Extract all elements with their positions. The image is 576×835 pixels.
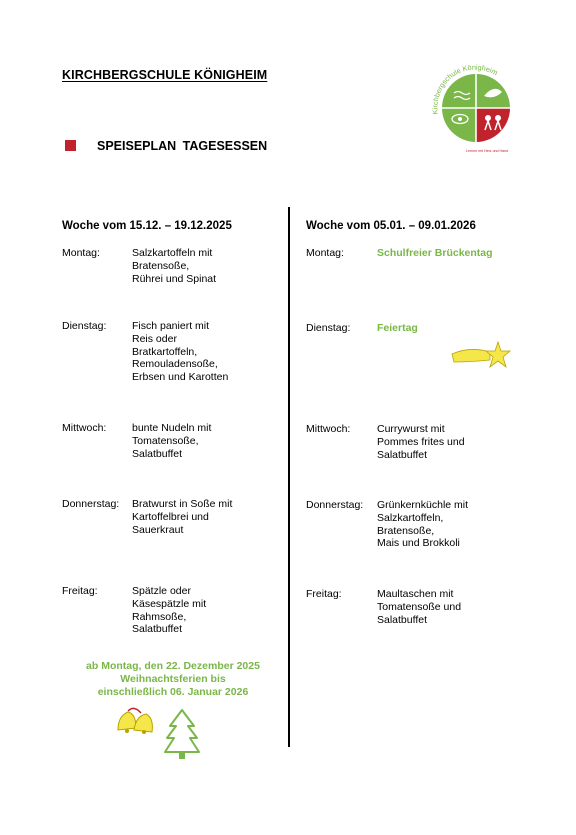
- week-2-day-monday: Montag:: [306, 247, 344, 259]
- school-name: KIRCHBERGSCHULE KÖNIGHEIM: [62, 68, 268, 82]
- week-1-day-tuesday: Dienstag:: [62, 320, 107, 332]
- week-1-meal-friday: Spätzle oder Käsespätzle mit Rahmsoße, Salatbuffet: [132, 585, 207, 636]
- week-2-day-thursday: Donnerstag:: [306, 499, 364, 511]
- week-1-day-thursday: Donnerstag:: [62, 498, 120, 510]
- week-1-meal-tuesday: Fisch paniert mit Reis oder Bratkartoffeln, Remouladensoße, Erbsen und Karotten: [132, 320, 229, 384]
- logo-arc-text: Kirchbergschule Königheim: [430, 62, 500, 115]
- bells-icon: [114, 704, 156, 738]
- week-2-meal-friday: Maultaschen mit Tomatensoße und Salatbuffet: [377, 588, 462, 626]
- week-1-meal-wednesday: bunte Nudeln mit Tomatensoße, Salatbuffet: [132, 422, 212, 460]
- week-2-day-friday: Freitag:: [306, 588, 342, 600]
- plan-title: SPEISEPLAN TAGESESSEN: [97, 139, 268, 153]
- christmas-tree-icon: [164, 708, 200, 760]
- shooting-star-icon: [450, 340, 512, 370]
- week-2-meal-tuesday: Feiertag: [377, 322, 418, 334]
- bullet-square: [65, 140, 76, 151]
- week-1-day-friday: Freitag:: [62, 585, 98, 597]
- week-2-title: Woche vom 05.01. – 09.01.2026: [306, 220, 476, 232]
- week-2-day-tuesday: Dienstag:: [306, 322, 351, 334]
- week-1-meal-monday: Salzkartoffeln mit Bratensoße, Rührei und Spinat: [132, 247, 217, 285]
- school-logo-icon: [424, 56, 524, 156]
- logo-tagline: Lernen mit Herz und Hand: [466, 149, 509, 153]
- week-1-meal-thursday: Bratwurst in Soße mit Kartoffelbrei und Sauerkraut: [132, 498, 233, 536]
- week-2-day-wednesday: Mittwoch:: [306, 423, 351, 435]
- column-divider: [288, 207, 290, 747]
- week-1-day-wednesday: Mittwoch:: [62, 422, 107, 434]
- holiday-note: ab Montag, den 22. Dezember 2025 Weihnachtsferien bis einschließlich 06. Januar 2026: [86, 660, 260, 698]
- week-2-meal-wednesday: Currywurst mit Pommes frites und Salatbuffet: [377, 423, 465, 461]
- week-1-title: Woche vom 15.12. – 19.12.2025: [62, 220, 232, 232]
- week-2-meal-thursday: Grünkernküchle mit Salzkartoffeln, Bratensoße, Mais und Brokkoli: [377, 499, 469, 550]
- week-2-meal-monday: Schulfreier Brückentag: [377, 247, 493, 259]
- week-1-day-monday: Montag:: [62, 247, 100, 259]
